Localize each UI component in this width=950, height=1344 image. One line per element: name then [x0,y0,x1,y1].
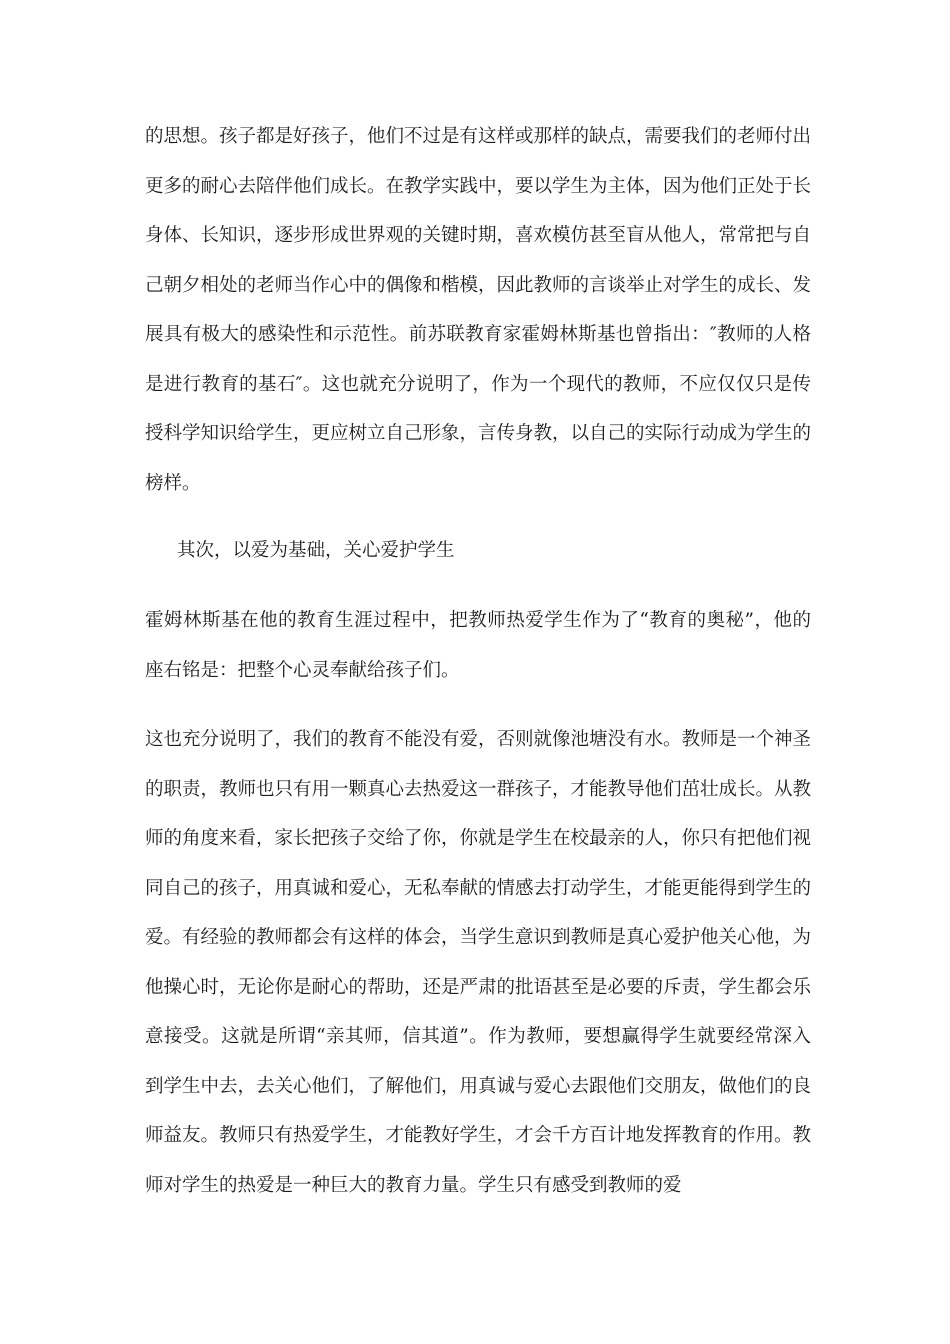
paragraph-education-needs-love: 这也充分说明了，我们的教育不能没有爱，否则就像池塘没有水。教师是一个神圣的职责，教师也只有用一颗真心去热爱这一群孩子，才能教导他们茁壮成长。从教师的角度来看，家长把孩子交给了你，你就是学生在校最亲的人，你只有把他们视同自己的孩子，用真诚和爱心，无私奉献的情感去打动学生，才能更能得到学生的爱。有经验的教师都会有这样的体会，当学生意识到教师是真心爱护他关心他，为他操心时，无论你是耐心的帮助，还是严肃的批语甚至是必要的斥责，学生都会乐意接受。这就是所谓“亲其师，信其道”。作为教师，要想赢得学生就要经常深入到学生中去，去关心他们，了解他们，用真诚与爱心去跟他们交朋友，做他们的良师益友。教师只有热爱学生，才能教好学生，才会千方百计地发挥教育的作用。教师对学生的热爱是一种巨大的教育力量。学生只有感受到教师的爱 [145,729,812,1196]
paragraph-teacher-role-model: 的思想。孩子都是好孩子，他们不过是有这样或那样的缺点，需要我们的老师付出更多的耐心去陪伴他们成长。在教学实践中，要以学生为主体，因为他们正处于长身体、长知识，逐步形成世界观的关键时期，喜欢模仿甚至盲从他人，常常把与自己朝夕相处的老师当作心中的偶像和楷模，因此教师的言谈举止对学生的成长、发展具有极大的感染性和示范性。前苏联教育家霍姆林斯基也曾指出：″教师的人格是进行教育的基石″。这也就充分说明了，作为一个现代的教师，不应仅仅只是传授科学知识给学生，更应树立自己形象，言传身教，以自己的实际行动成为学生的榜样。 [145,126,812,494]
section-heading-love-foundation: 其次，以爱为基础，关心爱护学生 [177,540,455,561]
paragraph-sukhomlinsky-motto: 霍姆林斯基在他的教育生涯过程中，把教师热爱学生作为了“教育的奥秘”，他的座右铭是：把整个心灵奉献给孩子们。 [145,610,811,681]
